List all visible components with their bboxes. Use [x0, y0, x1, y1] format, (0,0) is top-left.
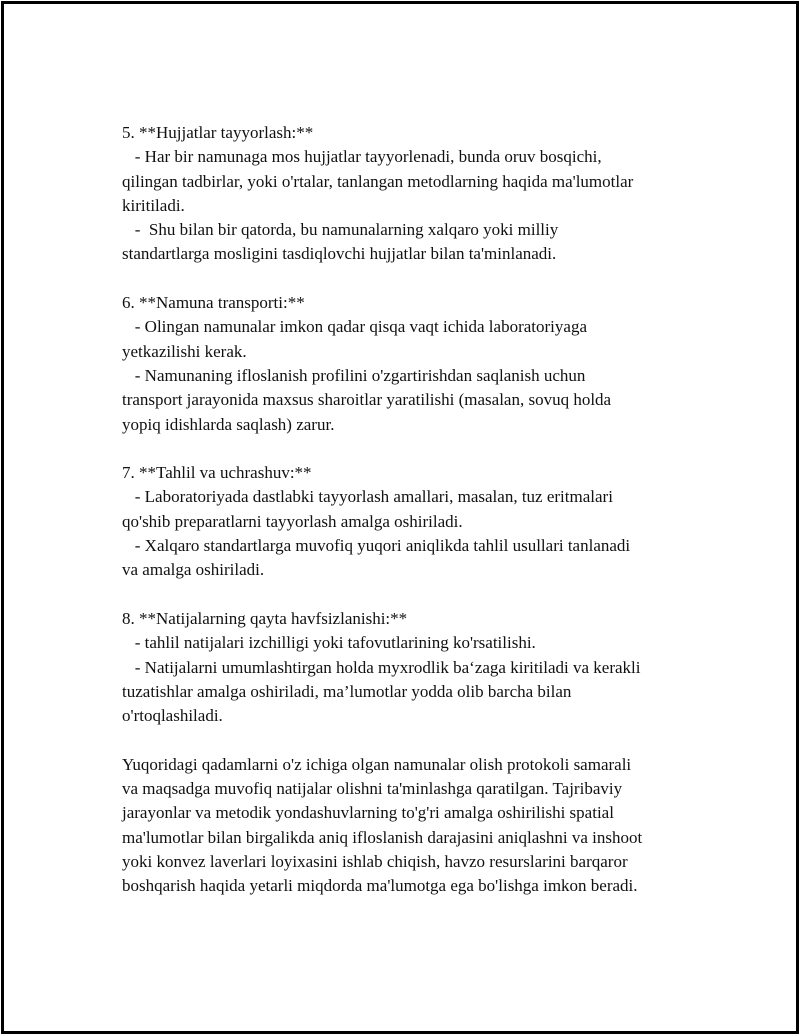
section-heading: 8. **Natijalarning qayta havfsizlanishi:**: [122, 608, 408, 628]
section-6: [122, 291, 722, 437]
section-5: [122, 121, 722, 267]
text-line: qilingan tadbirlar, yoki o'rtalar, tanlangan metodlarning haqida ma'lumotlar: [122, 171, 634, 191]
text-line: transport jarayonida maxsus sharoitlar yaratilishi (masalan, sovuq holda: [122, 390, 612, 410]
text-line: yoki konvez laverlari loyixasini ishlab chiqish, havzo resurslarini barqaror: [122, 851, 628, 871]
text-line: Yuqoridagi qadamlarni o'z ichiga olgan namunalar olish protokoli samarali: [122, 754, 632, 774]
paragraph-gap: [122, 728, 722, 752]
section-heading: 6. **Namuna transporti:**: [122, 293, 305, 313]
text-line: - Namunaning ifloslanish profilini o'zgartirishdan saqlanish uchun: [122, 365, 586, 385]
text-line: - Natijalarni umumlashtirgan holda myxrodlik ba‘zaga kiritiladi va kerakli: [122, 657, 641, 677]
text-line: - Har bir namunaga mos hujjatlar tayyorlenadi, bunda oruv bosqichi,: [122, 147, 602, 167]
text-line: qo'shib preparatlarni tayyorlash amalga oshiriladi.: [122, 511, 463, 531]
text-line: boshqarish haqida yetarli miqdorda ma'lumotga ega bo'lishga imkon beradi.: [122, 876, 638, 896]
text-line: kiritiladi.: [122, 195, 185, 215]
section-heading: 5. **Hujjatlar tayyorlash:**: [122, 123, 314, 142]
text-line: - Xalqaro standartlarga muvofiq yuqori aniqlikda tahlil usullari tanlanadi: [122, 536, 631, 556]
text-line: - Laboratoriyada dastlabki tayyorlash amallari, masalan, tuz eritmalari: [122, 487, 613, 507]
text-line: - Olingan namunalar imkon qadar qisqa vaqt ichida laboratoriyaga: [122, 317, 587, 337]
page-frame: [1, 1, 799, 1034]
text-line: o'rtoqlashiladi.: [122, 706, 223, 726]
text-line: yetkazilishi kerak.: [122, 341, 247, 361]
text-line: jarayonlar va metodik yondashuvlarning to'g'ri amalga oshirilishi spatial: [122, 803, 614, 823]
section-7: [122, 461, 722, 582]
text-line: va maqsadga muvofiq natijalar olishni ta'minlashga qaratilgan. Tajribaviy: [122, 779, 623, 799]
text-line: standartlarga mosligini tasdiqlovchi hujjatlar bilan ta'minlanadi.: [122, 244, 557, 264]
paragraph-gap: [122, 437, 722, 461]
section-8: [122, 607, 722, 728]
section-heading: 7. **Tahlil va uchrashuv:**: [122, 463, 312, 483]
conclusion-paragraph: [122, 753, 722, 899]
text-line: va amalga oshiriladi.: [122, 560, 265, 580]
paragraph-gap: [122, 583, 722, 607]
text-line: - Shu bilan bir qatorda, bu namunalarning xalqaro yoki milliy: [122, 220, 559, 240]
text-line: - tahlil natijalari izchilligi yoki tafovutlarining ko'rsatilishi.: [122, 633, 536, 653]
text-line: tuzatishlar amalga oshiriladi, ma’lumotlar yodda olib barcha bilan: [122, 681, 572, 701]
document-body: [122, 121, 722, 899]
paragraph-gap: [122, 267, 722, 291]
text-line: ma'lumotlar bilan birgalikda aniq ifloslanish darajasini aniqlashni va inshoot: [122, 827, 643, 847]
text-line: yopiq idishlarda saqlash) zarur.: [122, 414, 335, 434]
